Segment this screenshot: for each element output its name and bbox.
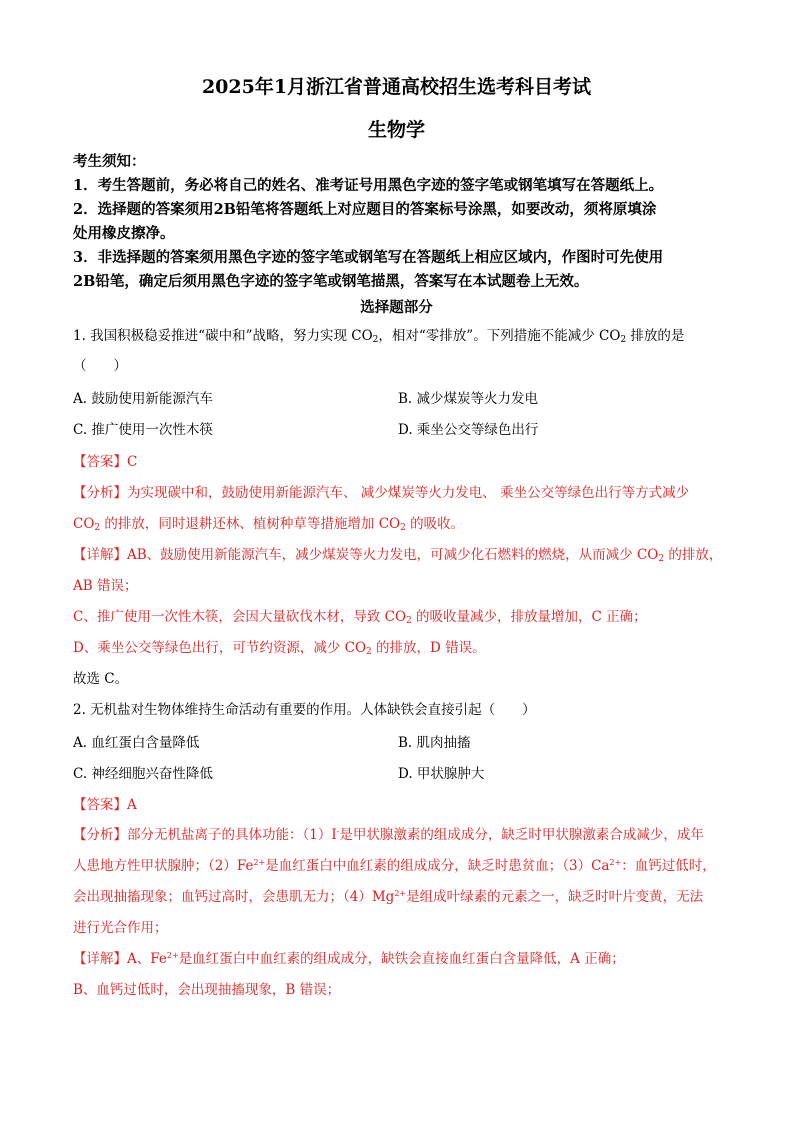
q1-stem-part: 排放的是 <box>626 328 685 344</box>
q1-detail-part: D、乘坐公交等绿色出行，可节约资源，减少 CO <box>73 640 367 656</box>
subscript: 2 <box>400 523 406 533</box>
q1-detail-line4 <box>73 636 486 656</box>
q2-option-b: B. 肌肉抽搐 <box>398 735 471 751</box>
exam-title: 2025年1月浙江省普通高校招生选考科目考试 <box>201 76 592 98</box>
subscript: 2 <box>620 335 627 345</box>
notice-item-2-cont: 处用橡皮擦净。 <box>73 225 175 242</box>
q1-analysis-part: 的排放，同时退耕还林、植树种草等措施增加 CO <box>100 516 401 532</box>
q1-detail-line1 <box>73 543 722 563</box>
notice-item-3-cont: 2B铅笔，确定后须用黑色字迹的签字笔或钢笔描黑，答案写在本试题卷上无效。 <box>73 273 589 290</box>
q1-detail-line2: AB 错误； <box>73 578 138 594</box>
q2-analysis-line3 <box>73 885 703 905</box>
superscript: - <box>336 827 340 836</box>
q1-option-c: C. 推广使用一次性木筷 <box>73 422 213 438</box>
subscript: 2 <box>366 647 372 657</box>
subscript: 2 <box>406 616 412 626</box>
superscript: 2+ <box>394 889 407 898</box>
q1-detail-part: 【详解】AB、鼓励使用新能源汽车，减少煤炭等火力发电，可减少化石燃料的燃烧，从而减少 CO <box>73 547 659 563</box>
notice-item-3: 3．非选择题的答案须用黑色字迹的签字笔或钢笔写在答题纸上相应区域内，作图时可先使用 <box>73 249 664 266</box>
q2-analysis-line1 <box>73 823 704 843</box>
q1-option-d: D. 乘坐公交等绿色出行 <box>398 422 539 438</box>
superscript: 2+ <box>253 858 266 867</box>
q1-conclusion: 故选 C。 <box>73 671 129 687</box>
subject-title: 生物学 <box>367 119 425 141</box>
q1-detail-line3 <box>73 605 647 625</box>
q2-analysis-part: 是血红蛋白中血红素的组成成分，缺乏时患贫血；（3）Ca <box>265 858 610 874</box>
q2-analysis-part: 是甲状腺激素的组成成分，缺乏时甲状腺激素合成减少，成年 <box>339 827 704 843</box>
q1-option-a: A. 鼓励使用新能源汽车 <box>73 391 213 407</box>
q1-detail-part: 的吸收量减少，排放量增加，C 正确； <box>411 609 647 625</box>
q2-answer: 【答案】A <box>73 797 137 813</box>
q1-option-b: B. 减少煤炭等火力发电 <box>398 391 539 407</box>
q1-analysis-part: 的吸收。 <box>405 516 465 532</box>
q1-stem <box>73 324 684 344</box>
q2-analysis-part: 会出现抽搐现象；血钙过高时，会患肌无力；（4）Mg <box>73 889 395 905</box>
q1-detail-part: 的排放，D 错误。 <box>371 640 486 656</box>
superscript: 2+ <box>166 951 179 960</box>
notice-heading: 考生须知： <box>73 153 146 170</box>
q1-analysis-part: CO <box>73 516 95 532</box>
q1-analysis-line1: 【分析】为实现碳中和，鼓励使用新能源汽车、 减少煤炭等火力发电、 乘坐公交等绿色出行等方式减少 <box>73 485 690 501</box>
superscript: 2+ <box>609 858 622 867</box>
q1-stem-part: ，相对“零排放”。下列措施不能减少 CO <box>378 328 621 344</box>
subscript: 2 <box>658 554 665 564</box>
subscript: 2 <box>94 523 101 533</box>
q2-analysis-part: 人患地方性甲状腺肿；（2）Fe <box>73 858 254 874</box>
q2-option-a: A. 血红蛋白含量降低 <box>73 735 200 751</box>
q2-stem: 2. 无机盐对生物体维持生命活动有重要的作用。人体缺铁会直接引起（ ） <box>73 702 536 718</box>
subscript: 2 <box>372 335 379 345</box>
q2-detail-line1 <box>73 947 625 967</box>
q2-detail-part: 是血红蛋白中血红素的组成成分，缺铁会直接血红蛋白含量降低，A 正确； <box>178 951 625 967</box>
q1-stem-line2: （ ） <box>73 358 127 374</box>
notice-item-1: 1．考生答题前，务必将自己的姓名、准考证号用黑色字迹的签字笔或钢笔填写在答题纸上。 <box>73 177 664 194</box>
q1-analysis-line2 <box>73 512 464 532</box>
q2-option-d: D. 甲状腺肿大 <box>398 766 485 782</box>
q2-option-c: C. 神经细胞兴奋性降低 <box>73 766 213 782</box>
q1-answer: 【答案】C <box>73 454 138 470</box>
q1-detail-part: 的排放， <box>664 547 723 563</box>
q2-analysis-part: 【分析】部分无机盐离子的具体功能：（1）I <box>73 827 337 843</box>
notice-item-2: 2．选择题的答案须用2B铅笔将答题纸上对应题目的答案标号涂黑，如要改动，须将原填涂 <box>73 201 657 218</box>
q2-detail-part: 【详解】A、Fe <box>73 951 167 967</box>
section-title: 选择题部分 <box>360 299 433 316</box>
q2-analysis-line2 <box>73 854 716 874</box>
q1-stem-part: 1. 我国积极稳妥推进“碳中和”战略，努力实现 CO <box>73 328 373 344</box>
q2-detail-line2: B、血钙过低时，会出现抽搐现象，B 错误； <box>73 982 341 998</box>
q2-analysis-part: ：血钙过低时， <box>621 858 716 874</box>
q2-analysis-line4: 进行光合作用； <box>73 920 168 936</box>
q2-analysis-part: 是组成叶绿素的元素之一，缺乏时叶片变黄，无法 <box>406 889 704 905</box>
q1-detail-part: C、推广使用一次性木筷，会因大量砍伐木材，导致 CO <box>73 609 407 625</box>
